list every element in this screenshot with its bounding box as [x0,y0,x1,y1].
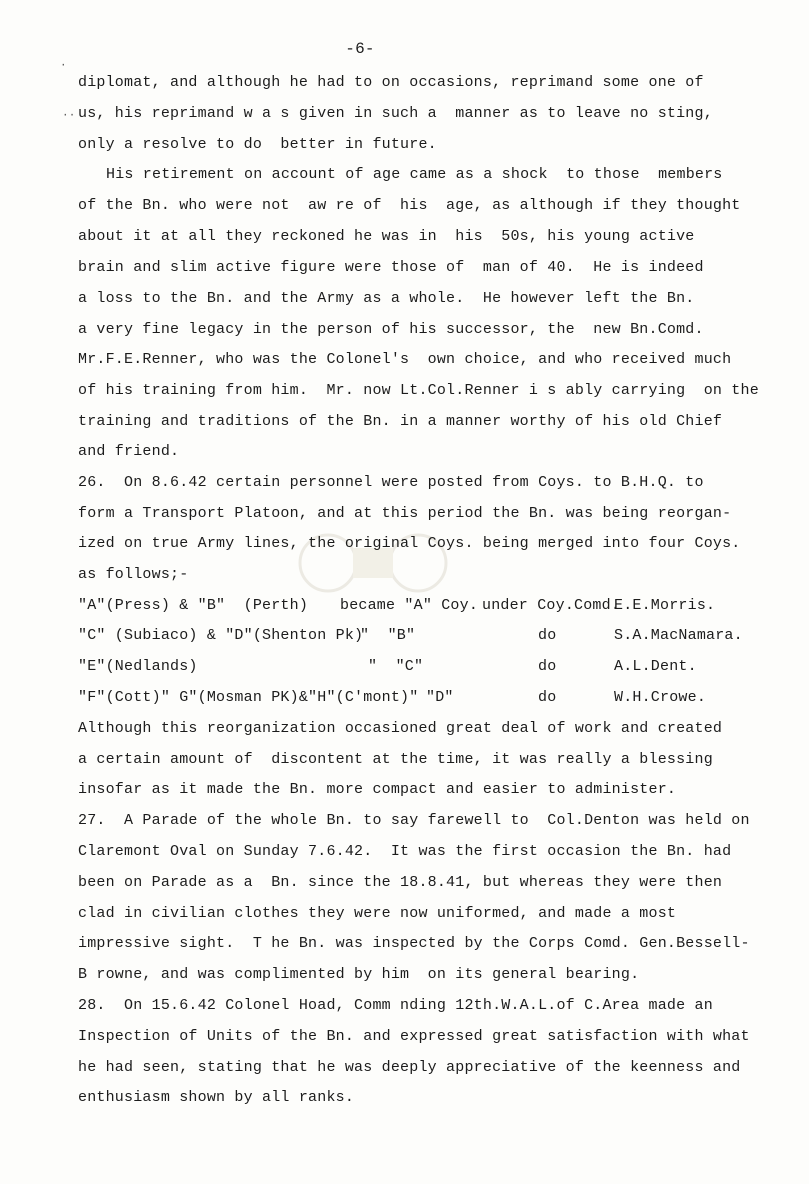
table-units: "F"(Cott)" G"(Mosman PK)&"H"(C'mont)" [78,689,419,706]
table-under: do [538,658,557,675]
text-line: B rowne, and was complimented by him on its general bearing. [78,966,640,983]
text-line: us, his reprimand w a s given in such a manner as to leave no sting, [78,105,713,122]
table-commander: E.E.Morris. [614,597,716,614]
margin-mark: ·· [62,110,76,122]
table-under: do [538,689,557,706]
text-line: clad in civilian clothes they were now uniformed, and made a most [78,905,677,922]
text-line: he had seen, stating that he was deeply appreciative of the keenness and [78,1059,741,1076]
text-line: impressive sight. T he Bn. was inspected by the Corps Comd. Gen.Bessell- [78,935,750,952]
table-became: "D" [426,689,454,706]
table-units: "C" (Subiaco) & "D"(Shenton Pk) [78,627,364,644]
table-commander: A.L.Dent. [614,658,697,675]
table-units: "A"(Press) & "B" (Perth) [78,597,309,614]
text-line: Inspection of Units of the Bn. and expressed great satisfaction with what [78,1028,750,1045]
text-line: insofar as it made the Bn. more compact and easier to administer. [78,781,677,798]
text-line: training and traditions of the Bn. in a manner worthy of his old Chief [78,413,723,430]
margin-mark: · [60,60,67,72]
text-line: been on Parade as a Bn. since the 18.8.41, but whereas they were then [78,874,723,891]
table-units: "E"(Nedlands) [78,658,198,675]
text-line: of the Bn. who were not aw re of his age, as although if they thought [78,197,741,214]
text-line: a loss to the Bn. and the Army as a whole. He however left the Bn. [78,290,695,307]
table-under: do [538,627,557,644]
text-line: Claremont Oval on Sunday 7.6.42. It was the first occasion the Bn. had [78,843,732,860]
page-number: -6- [345,40,375,58]
text-line: 27. A Parade of the whole Bn. to say farewell to Col.Denton was held on [78,812,750,829]
text-line: form a Transport Platoon, and at this period the Bn. was being reorgan- [78,505,732,522]
text-line: of his training from him. Mr. now Lt.Col.Renner i s ably carrying on the [78,382,759,399]
text-line: a certain amount of discontent at the time, it was really a blessing [78,751,713,768]
text-line: Although this reorganization occasioned great deal of work and created [78,720,723,737]
text-line: and friend. [78,443,180,460]
text-line: as follows;- [78,566,189,583]
table-became: became "A" Coy. [340,597,479,614]
text-line: Mr.F.E.Renner, who was the Colonel's own choice, and who received much [78,351,732,368]
text-line: a very fine legacy in the person of his successor, the new Bn.Comd. [78,321,704,338]
text-line: 28. On 15.6.42 Colonel Hoad, Comm nding 12th.W.A.L.of C.Area made an [78,997,713,1014]
reorganization-table-row [78,689,778,707]
reorganization-table-row [78,658,778,676]
table-commander: S.A.MacNamara. [614,627,743,644]
text-line: diplomat, and although he had to on occasions, reprimand some one of [78,74,704,91]
table-commander: W.H.Crowe. [614,689,707,706]
text-line: enthusiasm shown by all ranks. [78,1089,355,1106]
text-line: about it at all they reckoned he was in his 50s, his young active [78,228,695,245]
text-line: 26. On 8.6.42 certain personnel were posted from Coys. to B.H.Q. to [78,474,704,491]
reorganization-table-row [78,597,778,615]
text-line: His retirement on account of age came as a shock to those members [106,166,723,183]
table-became: " "B" [360,627,416,644]
table-under: under Coy.Comd. [482,597,621,614]
reorganization-table-row [78,627,778,645]
table-became: " "C" [368,658,424,675]
text-line: brain and slim active figure were those of man of 40. He is indeed [78,259,704,276]
text-line: only a resolve to do better in future. [78,136,437,153]
text-line: ized on true Army lines, the original Coys. being merged into four Coys. [78,535,741,552]
